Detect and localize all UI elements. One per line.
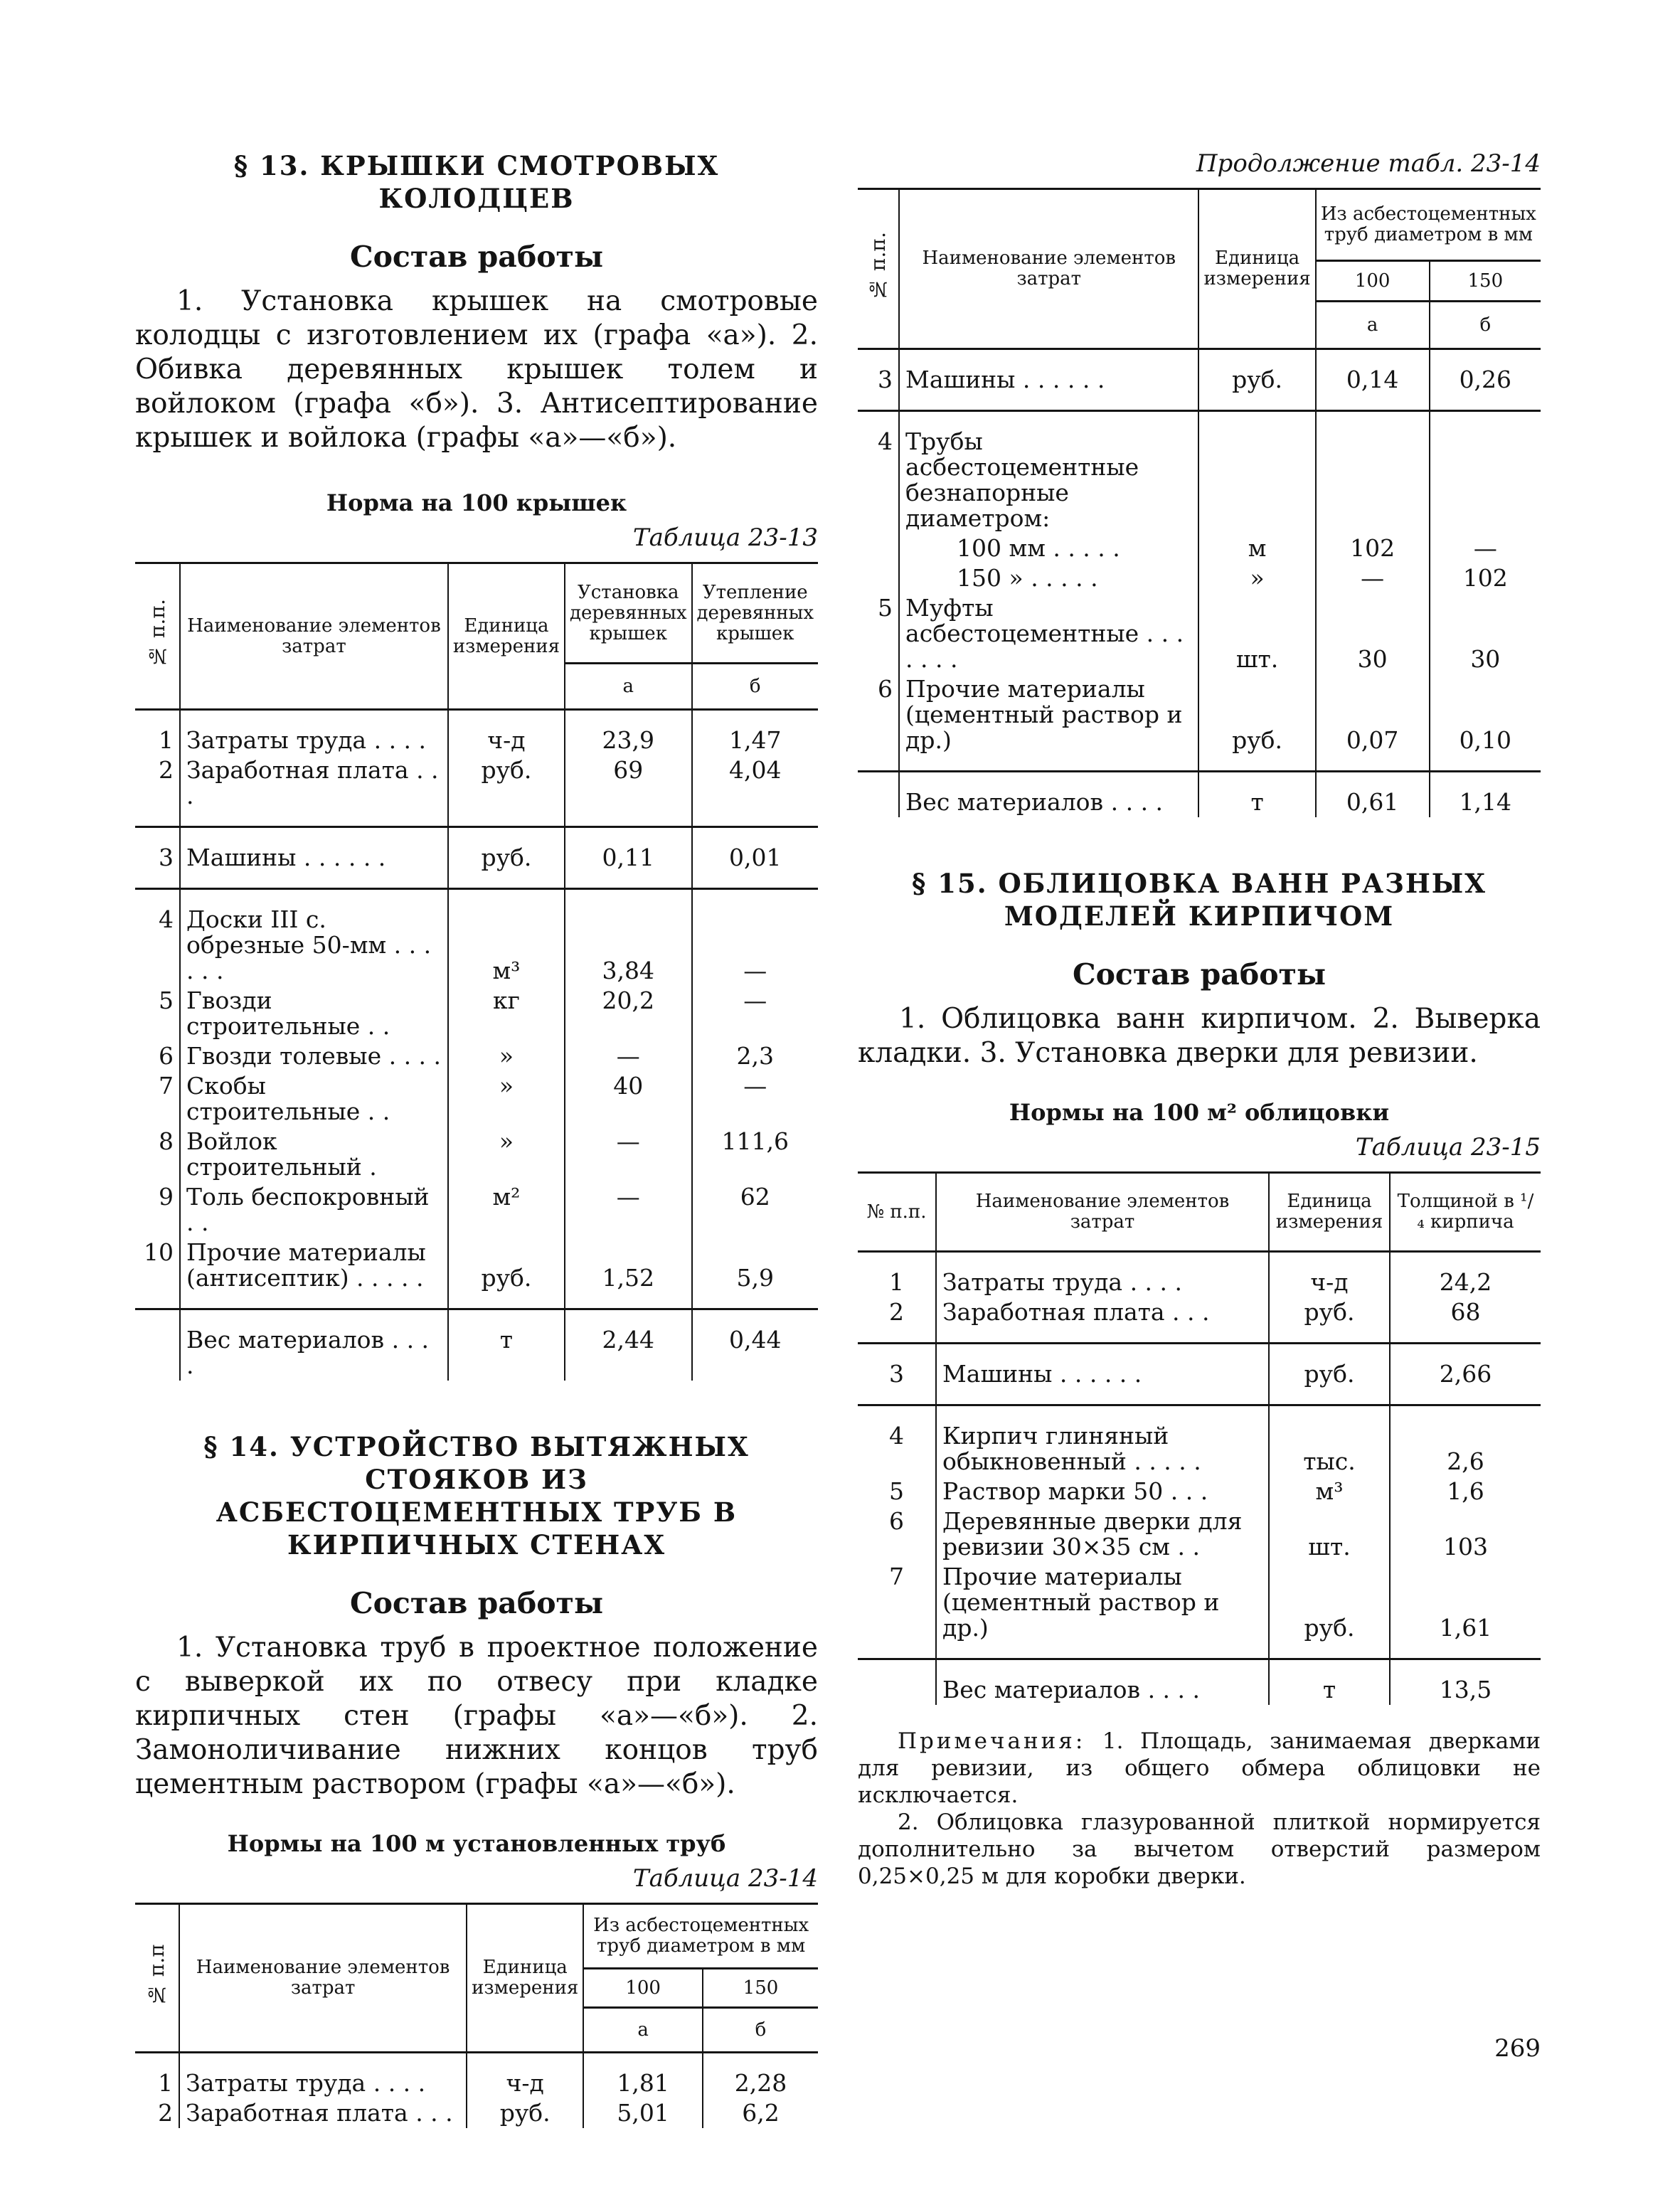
table-row: 4 Трубы асбестоцементные безнапорные диаметром: xyxy=(858,411,1541,534)
table-23-14-continued xyxy=(858,188,1541,817)
header-num: № п.п. xyxy=(858,189,899,349)
table-row: 150 » . . . . . » — 102 xyxy=(858,563,1541,593)
header-diameter-group: Из асбестоцементных труб диаметром в мм xyxy=(583,1904,818,1969)
table-row: 3 Машины . . . . . . руб. 0,11 0,01 xyxy=(135,827,818,889)
section-14-heading: § 14. УСТРОЙСТВО ВЫТЯЖНЫХ СТОЯКОВ ИЗ АСБЕСТОЦЕМЕНТНЫХ ТРУБ В КИРПИЧНЫХ СТЕНАХ xyxy=(203,1431,750,1561)
notes-label: Примечания: xyxy=(898,1728,1086,1754)
section-15-work-title: Состав работы xyxy=(1072,957,1327,992)
table-row: 3 Машины . . . . . . руб. 0,14 0,26 xyxy=(858,349,1541,411)
note-1 xyxy=(858,1728,1541,1809)
table-row: 8 Войлок строительный . » — 111,6 xyxy=(135,1127,818,1182)
note-2: 2. Облицовка глазурованной плиткой нормируется дополнительно за вычетом отверстий размером 0,25×0,25 м для коробки дверки. xyxy=(858,1809,1541,1889)
section-15-heading: § 15. ОБЛИЦОВКА ВАНН РАЗНЫХ МОДЕЛЕЙ КИРПИЧОМ xyxy=(912,868,1487,932)
header-name: Наименование элементов затрат xyxy=(899,189,1198,349)
table-row: 1 Затраты труда . . . . ч-д 24,2 xyxy=(858,1252,1541,1298)
section-14-work-title: Состав работы xyxy=(349,1586,604,1620)
header-b: б xyxy=(692,664,819,710)
header-num: № п.п. xyxy=(135,563,180,710)
header-d150: 150 xyxy=(1430,261,1541,302)
table-23-14-caption: Таблица 23-14 xyxy=(632,1864,818,1893)
header-num: № п.п. xyxy=(858,1173,936,1252)
table-23-13-norm: Норма на 100 крышек xyxy=(326,489,627,516)
table-23-13-caption: Таблица 23-13 xyxy=(632,523,818,552)
header-value: Толщиной в ¹/₄ кирпича xyxy=(1390,1173,1541,1252)
header-a: а xyxy=(565,664,691,710)
table-row: 7 Скобы строительные . . » 40 — xyxy=(135,1071,818,1127)
table-row: Вес материалов . . . . т 13,5 xyxy=(858,1659,1541,1706)
header-num: № п.п xyxy=(135,1904,179,2053)
section-14-text: 1. Установка труб в проектное положение с выверкой их по отвесу при кладке кирпичных стен (графы «а»—«б»). 2. Замоноличивание нижних концов труб цементным раствором (графы «а»—«б»). xyxy=(135,1632,818,1800)
table-row: 7 Прочие материалы (цементный раствор и др.) руб. 1,61 xyxy=(858,1562,1541,1659)
table-row: 9 Толь беспокровный . . м² — 62 xyxy=(135,1182,818,1238)
table-23-15-caption: Таблица 23-15 xyxy=(1355,1133,1541,1161)
header-unit: Единица измерения xyxy=(1198,189,1315,349)
section-13-text: 1. Установка крышек на смотровые колодцы с изготовлением их (графа «а»). 2. Обивка деревянных крышек толем и войлоком (графа «б»). 3. Антисептирование крышек и войлока (графы «а»—«б»). xyxy=(135,285,818,454)
table-row: 10 Прочие материалы (антисептик) . . . . . руб. 1,52 5,9 xyxy=(135,1238,818,1309)
header-unit: Единица измерения xyxy=(1269,1173,1390,1252)
header-col-a: Установка деревянных крышек xyxy=(565,563,691,664)
table-row: 2 Заработная плата . . . руб. 68 xyxy=(858,1297,1541,1344)
header-a: а xyxy=(583,2008,703,2053)
header-d100: 100 xyxy=(583,1969,703,2008)
table-row: 5 Раствор марки 50 . . . м³ 1,6 xyxy=(858,1477,1541,1506)
header-unit: Единица измерения xyxy=(448,563,565,710)
table-23-14-continued-caption: Продолжение табл. 23-14 xyxy=(1196,149,1541,178)
table-row: 2 Заработная плата . . . руб. 69 4,04 xyxy=(135,755,818,827)
table-row: 6 Деревянные дверки для ревизии 30×35 см . . шт. 103 xyxy=(858,1506,1541,1562)
table-23-15-norm: Нормы на 100 м² облицовки xyxy=(1009,1099,1390,1126)
table-23-14 xyxy=(135,1903,818,2128)
table-23-15 xyxy=(858,1171,1541,1705)
header-d100: 100 xyxy=(1316,261,1430,302)
header-b: б xyxy=(703,2008,818,2053)
table-row: 6 Гвозди толевые . . . . » — 2,3 xyxy=(135,1041,818,1071)
page-number: 269 xyxy=(1494,2034,1541,2063)
header-unit: Единица измерения xyxy=(467,1904,583,2053)
table-row: 5 Муфты асбестоцементные . . . . . . . шт. 30 30 xyxy=(858,593,1541,674)
header-name: Наименование элементов затрат xyxy=(179,1904,467,2053)
table-row: 6 Прочие материалы (цементный раствор и др.) руб. 0,07 0,10 xyxy=(858,674,1541,772)
table-row: 1 Затраты труда . . . . ч-д 23,9 1,47 xyxy=(135,710,818,756)
header-b: б xyxy=(1430,302,1541,349)
header-a: а xyxy=(1316,302,1430,349)
table-row: 3 Машины . . . . . . руб. 2,66 xyxy=(858,1344,1541,1405)
header-col-b: Утепление деревянных крышек xyxy=(692,563,819,664)
table-row: 4 Кирпич глиняный обыкновенный . . . . . тыс. 2,6 xyxy=(858,1405,1541,1477)
section-13-heading: § 13. КРЫШКИ СМОТРОВЫХ КОЛОДЦЕВ xyxy=(233,150,720,214)
header-name: Наименование элементов затрат xyxy=(936,1173,1269,1252)
table-row: Вес материалов . . . . т 2,44 0,44 xyxy=(135,1309,818,1381)
table-row: 5 Гвозди строительные . . кг 20,2 — xyxy=(135,986,818,1041)
table-row: 2 Заработная плата . . . руб. 5,01 6,2 xyxy=(135,2098,818,2128)
table-23-13 xyxy=(135,562,818,1381)
header-diameter-group: Из асбестоцементных труб диаметром в мм xyxy=(1316,189,1541,261)
notes xyxy=(858,1728,1541,1890)
table-row: 1 Затраты труда . . . . ч-д 1,81 2,28 xyxy=(135,2053,818,2099)
table-row: 4 Доски III с. обрезные 50-мм . . . . . . м³ 3,84 — xyxy=(135,889,818,987)
section-13-work-title: Состав работы xyxy=(349,240,604,274)
section-15-text: 1. Облицовка ванн кирпичом. 2. Выверка кладки. 3. Установка дверки для ревизии. xyxy=(858,1003,1541,1069)
table-row: 100 мм . . . . . м 102 — xyxy=(858,533,1541,563)
left-column xyxy=(135,149,818,2128)
table-row: Вес материалов . . . . т 0,61 1,14 xyxy=(858,772,1541,818)
header-name: Наименование элементов затрат xyxy=(180,563,448,710)
note-1-text: 1. Площадь, занимаемая дверками для ревизии, из общего обмера облицовки не исключается. xyxy=(858,1728,1541,1808)
right-column xyxy=(858,149,1541,1890)
table-23-14-norm: Нормы на 100 м установленных труб xyxy=(227,1830,726,1857)
header-d150: 150 xyxy=(703,1969,818,2008)
